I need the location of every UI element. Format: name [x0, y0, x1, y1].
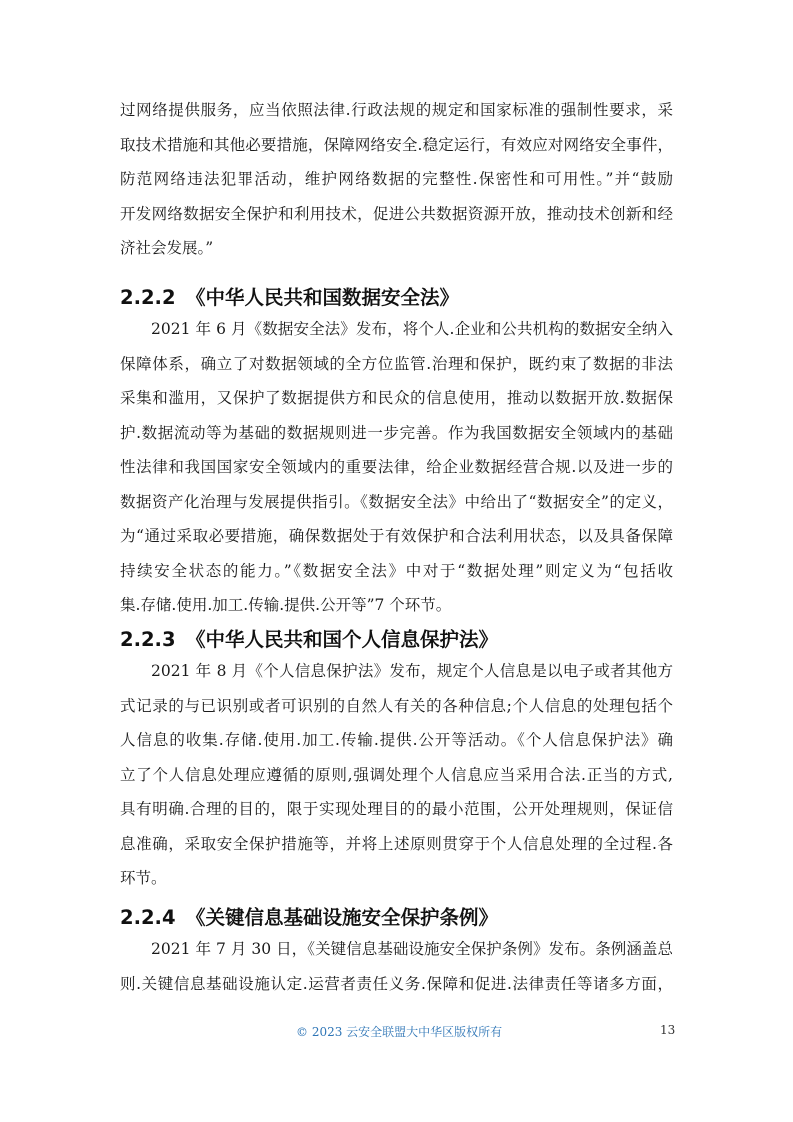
text-line: 人信息的收集.存储.使用.加工.传输.提供.公开等活动。《个人信息保护法》确 [120, 731, 673, 749]
text-line: 开发网络数据安全保护和利用技术，促进公共数据资源开放，推动技术创新和经 [120, 204, 673, 223]
section-title: 《关键信息基础设施安全保护条例》 [186, 906, 499, 929]
text-line: 具有明确.合理的目的，限于实现处理目的的最小范围，公开处理规则，保证信 [120, 800, 673, 818]
section-number: 2.2.3 [120, 628, 176, 651]
text-line: 式记录的与已识别或者可识别的自然人有关的各种信息;个人信息的处理包括个 [120, 696, 673, 715]
text-line: 集.存储.使用.加工.传输.提供.公开等”7 个环节。 [120, 596, 452, 614]
text-line: 立了个人信息处理应遵循的原则,强调处理个人信息应当采用合法.正当的方式, [120, 765, 673, 784]
text-line: 环节。 [120, 869, 167, 887]
section-title: 《中华人民共和国数据安全法》 [186, 286, 460, 309]
text-line: 过网络提供服务，应当依照法律.行政法规的规定和国家标准的强制性要求，采 [120, 101, 673, 119]
page-footer [0, 1023, 793, 1043]
text-line: 息准确，采取安全保护措施等，并将上述原则贯穿于个人信息处理的全过程.各 [120, 834, 673, 853]
footer-copyright: © 2023 云安全联盟大中华区版权所有 [296, 1025, 503, 1039]
text-line: 则.关键信息基础设施认定.运营者责任义务.保障和促进.法律责任等诸多方面， [120, 974, 673, 993]
section-heading-2-2-4 [120, 902, 498, 930]
page-number: 13 [660, 1023, 676, 1037]
text-line: 保障体系，确立了对数据领域的全方位监管.治理和保护，既约束了数据的非法 [120, 354, 673, 373]
text-line: 持续安全状态的能力。”《数据安全法》中对于“数据处理”则定义为“包括收 [120, 561, 673, 580]
text-line: 取技术措施和其他必要措施，保障网络安全.稳定运行，有效应对网络安全事件， [120, 135, 673, 154]
text-line: 护.数据流动等为基础的数据规则进一步完善。作为我国数据安全领域内的基础 [120, 423, 673, 442]
text-line: 2021 年 7 月 30 日，《关键信息基础设施安全保护条例》发布。条例涵盖总 [151, 940, 673, 958]
section-number: 2.2.4 [120, 906, 176, 929]
text-line: 防范网络违法犯罪活动，维护网络数据的完整性.保密性和可用性。”并“鼓励 [120, 170, 673, 188]
text-line: 为“通过采取必要措施，确保数据处于有效保护和合法利用状态，以及具备保障 [120, 527, 673, 545]
text-line: 采集和滥用，又保护了数据提供方和民众的信息使用，推动以数据开放.数据保 [120, 389, 673, 407]
intro-paragraph [120, 93, 673, 266]
text-line: 济社会发展。” [120, 239, 214, 257]
section-2-2-2-paragraph [120, 312, 673, 623]
section-title: 《中华人民共和国个人信息保护法》 [186, 628, 499, 651]
section-2-2-3-paragraph [120, 654, 673, 896]
section-2-2-4-paragraph [120, 932, 673, 1001]
text-line: 数据资产化治理与发展提供指引。《数据安全法》中给出了“数据安全”的定义， [120, 492, 673, 511]
text-line: 性法律和我国国家安全领域内的重要法律，给企业数据经营合规.以及进一步的 [120, 458, 673, 476]
section-heading-2-2-2 [120, 282, 459, 310]
section-heading-2-2-3 [120, 624, 498, 652]
section-number: 2.2.2 [120, 286, 176, 309]
text-line: 2021 年 6 月《数据安全法》发布，将个人.企业和公共机构的数据安全纳入 [151, 320, 673, 338]
text-line: 2021 年 8 月《个人信息保护法》发布，规定个人信息是以电子或者其他方 [151, 662, 673, 680]
